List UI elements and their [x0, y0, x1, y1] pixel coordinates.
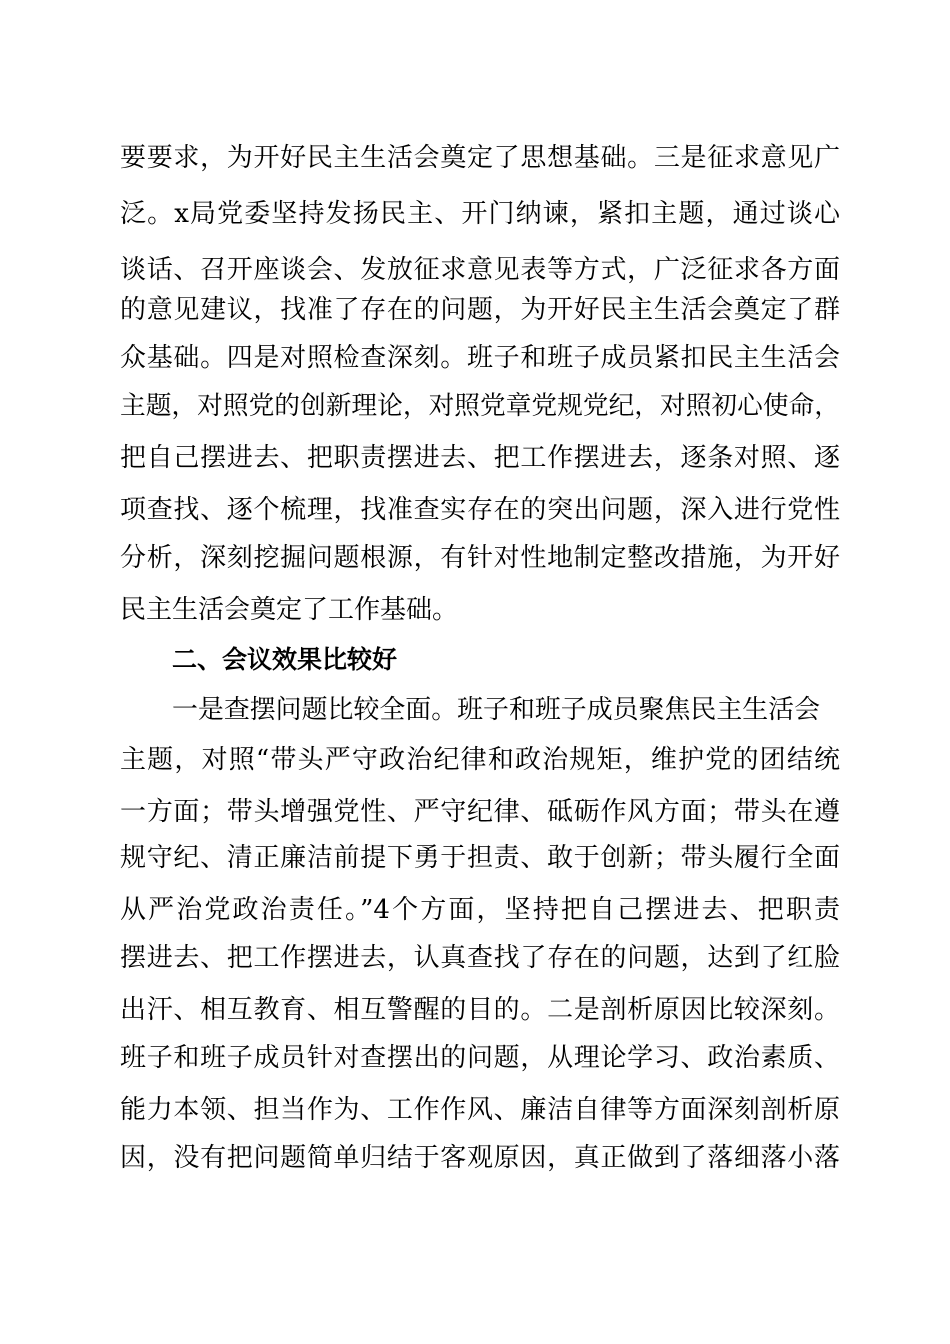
- body-text-line: 把自己摆进去、把职责摆进去、把工作摆进去，逐条对照、逐: [120, 443, 840, 473]
- body-text-line: 的意见建议，找准了存在的问题，为开好民主生活会奠定了群: [120, 295, 840, 325]
- body-text-line: 班子和班子成员针对查摆出的问题，从理论学习、政治素质、: [120, 1043, 840, 1073]
- body-text-line: 主题，对照“带头严守政治纪律和政治规矩，维护党的团结统: [120, 745, 840, 775]
- body-text-line: 规守纪、清正廉洁前提下勇于担责、敢于创新；带头履行全面: [120, 843, 840, 873]
- body-text-line: 从严治党政治责任。”4个方面，坚持把自己摆进去、把职责: [120, 895, 840, 925]
- body-text-line: 摆进去、把工作摆进去，认真查找了存在的问题，达到了红脸: [120, 943, 840, 973]
- body-text-line: 能力本领、担当作为、工作作风、廉洁自律等方面深刻剖析原: [120, 1095, 840, 1125]
- body-text-line: 一方面；带头增强党性、严守纪律、砥砺作风方面；带头在遵: [120, 797, 840, 827]
- body-text-line: 谈话、召开座谈会、发放征求意见表等方式，广泛征求各方面: [120, 255, 840, 285]
- body-text-line: 因，没有把问题简单归结于客观原因，真正做到了落细落小落: [120, 1143, 840, 1173]
- body-text-line: 项查找、逐个梳理，找准查实存在的突出问题，深入进行党性: [120, 495, 840, 525]
- body-text-line: 主题，对照党的创新理论，对照党章党规党纪，对照初心使命，: [120, 391, 840, 421]
- section-heading: 二、会议效果比较好: [172, 645, 398, 674]
- body-text-line: 民主生活会奠定了工作基础。: [120, 595, 459, 625]
- body-text-line: 要要求，为开好民主生活会奠定了思想基础。三是征求意见广: [120, 143, 840, 173]
- body-text-line: 出汗、相互教育、相互警醒的目的。二是剖析原因比较深刻。: [120, 995, 840, 1025]
- body-text-line: 泛。x局党委坚持发扬民主、开门纳谏，紧扣主题，通过谈心: [120, 199, 840, 229]
- body-text-line: 一是查摆问题比较全面。班子和班子成员聚焦民主生活会: [172, 695, 820, 725]
- body-text-line: 分析，深刻挖掘问题根源，有针对性地制定整改措施，为开好: [120, 543, 840, 573]
- body-text-line: 众基础。四是对照检查深刻。班子和班子成员紧扣民主生活会: [120, 343, 840, 373]
